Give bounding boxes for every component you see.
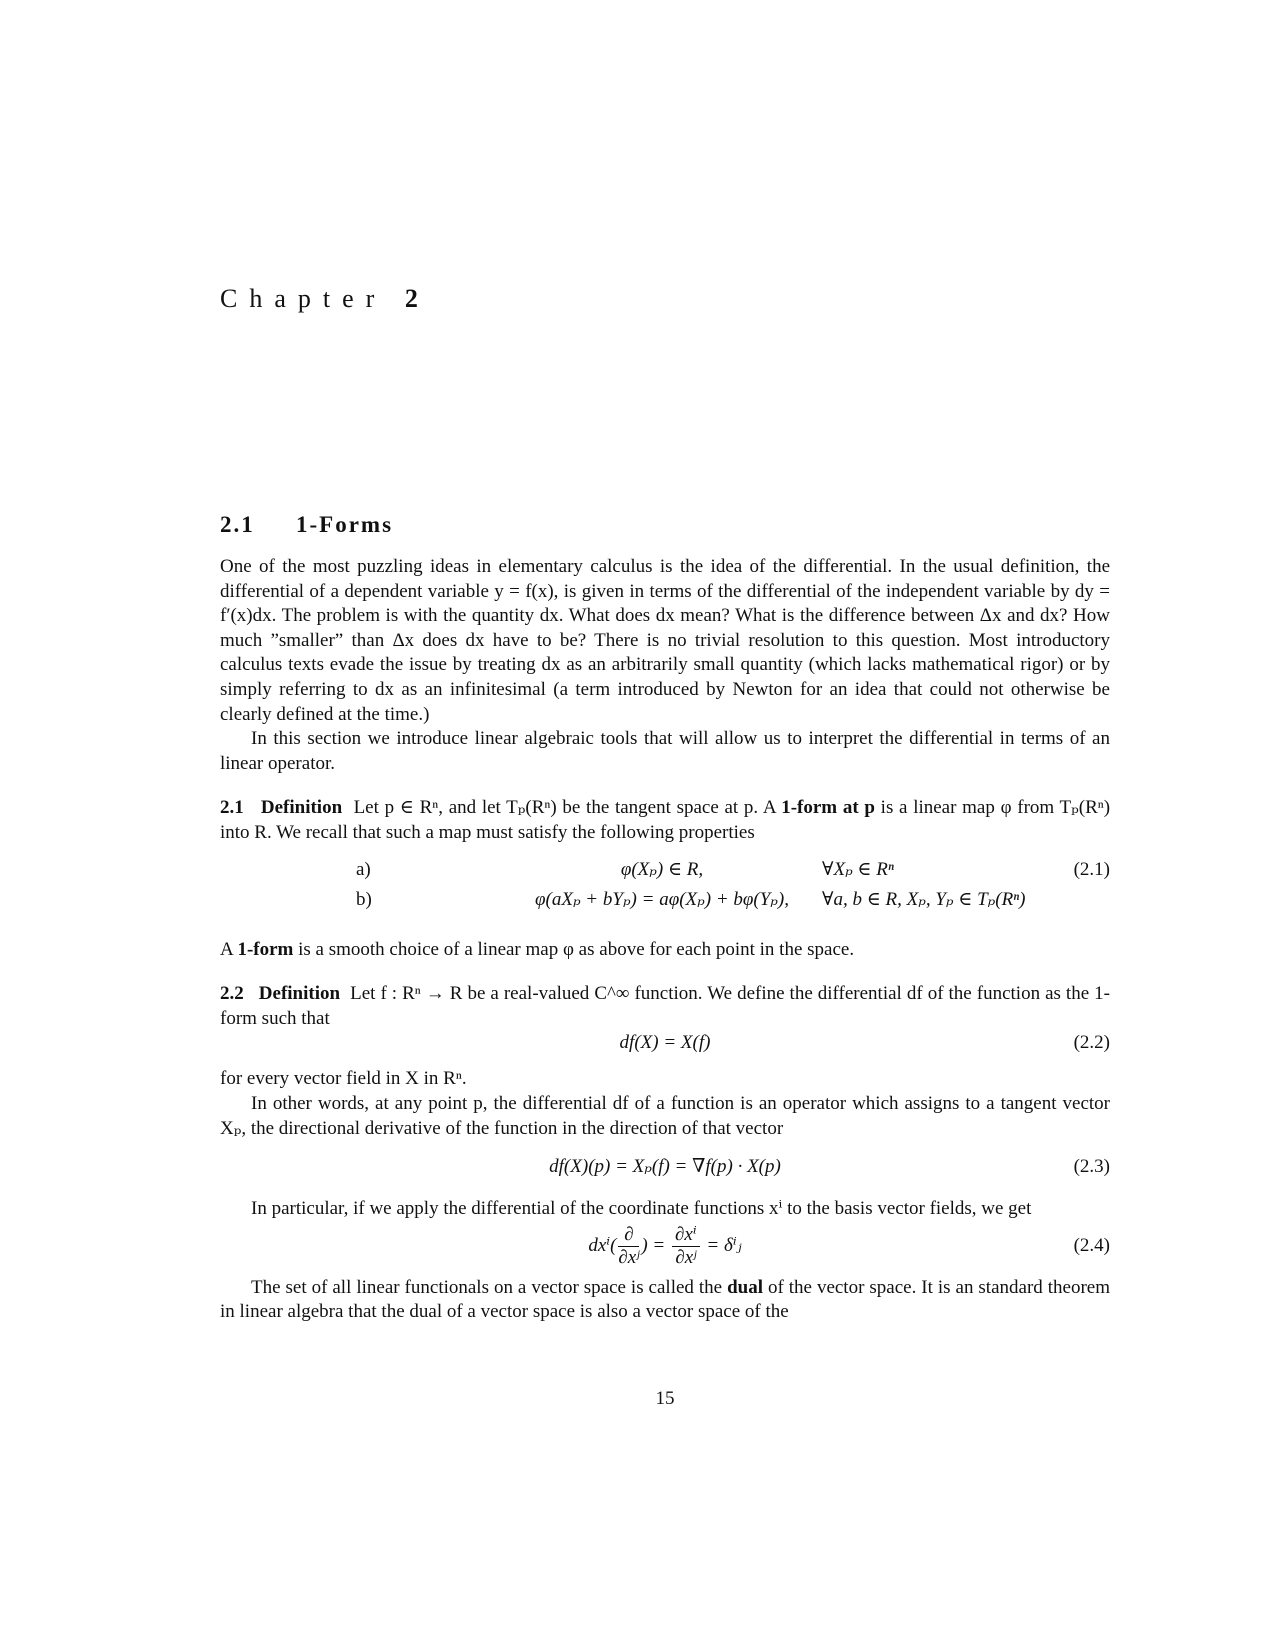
paragraph-tools: In this section we introduce linear algebraic tools that will allow us to interpret the differential in terms of an linear operator.	[220, 728, 1110, 774]
definition-label: Definition	[258, 983, 341, 1005]
fraction-d-dxj	[618, 1224, 639, 1269]
equation-number: (2.1)	[1073, 858, 1110, 880]
body-text	[220, 555, 1110, 1325]
fraction-numerator: ∂xⁱ	[672, 1224, 700, 1247]
section-heading	[220, 512, 393, 538]
definition-text-b: is a linear map φ from Tₚ(Rⁿ) into R. We recall that such a map must satisfy the following properties	[220, 797, 1111, 843]
fraction-numerator: ∂	[618, 1224, 639, 1247]
page	[220, 0, 1110, 1651]
equation-expression: df(X)(p) = Xₚ(f) = ∇f(p) · X(p)	[549, 1156, 781, 1178]
definition-2-2	[220, 982, 1110, 1031]
equation-row-b	[220, 888, 1110, 918]
equation-expression: df(X) = X(f)	[619, 1032, 711, 1054]
fraction-denominator: ∂xʲ	[675, 1246, 697, 1268]
dual-term: dual	[727, 1276, 763, 1298]
equation-row-a	[220, 858, 1110, 888]
eq-rhs: = δⁱⱼ	[706, 1234, 742, 1256]
row-a-label: a)	[356, 858, 371, 880]
equation-2-1	[220, 858, 1110, 918]
row-b-left: φ(aXₚ + bYₚ) = aφ(Xₚ) + bφ(Yₚ),	[535, 888, 789, 910]
one-form-rest: is a smooth choice of a linear map φ as above for each point in the space.	[298, 938, 855, 960]
fraction-dxi-dxj	[672, 1224, 700, 1269]
row-a-left: φ(Xₚ) ∈ R,	[620, 858, 704, 880]
row-b-label: b)	[356, 888, 372, 910]
dual-text-b: of the vector space. It is an standard theorem in linear algebra that the dual of a vector space is also a vector space of the	[220, 1276, 1110, 1323]
eq-mid: ) =	[641, 1234, 666, 1256]
paragraph-vector-field: for every vector field in X in Rⁿ.	[220, 1068, 467, 1090]
fraction-denominator: ∂xʲ	[618, 1246, 640, 1268]
definition-2-1	[220, 796, 1110, 845]
one-form-sentence	[220, 938, 1110, 963]
paragraph-intro: One of the most puzzling ideas in elementary calculus is the idea of the differential. In the usual definition, the differential of a dependent variable y = f(x), is given in terms of the differential of the independent variable by dy = f′(x)dx. The problem is with the quantity dx. What does dx mean? What is the difference between Δx and dx? How much ”smaller” than Δx does dx have to be? There is no trivial resolution to this question. Most introductory calculus texts evade the issue by treating dx as an arbitrarily small quantity (which lacks mathematical rigor) or by simply referring to dx as an infinitesimal (a term introduced by Newton for an idea that could not otherwise be clearly defined at the time.)	[220, 556, 1110, 725]
equation-number: (2.3)	[1073, 1156, 1110, 1178]
dual-text-a: The set of all linear functionals on a vector space is called the	[251, 1276, 723, 1298]
equation-2-4	[220, 1222, 1110, 1270]
definition-number: 2.2	[220, 983, 244, 1005]
definition-text: Let f : Rⁿ → R be a real-valued C^∞ function. We define the differential df of the function as the 1-form such that	[220, 983, 1110, 1029]
definition-text-a: Let p ∈ Rⁿ, and let Tₚ(Rⁿ) be the tangent space at p. A	[353, 797, 776, 819]
paragraph-coordinates: In particular, if we apply the differential of the coordinate functions xⁱ to the basis vector fields, we get	[251, 1198, 1032, 1220]
chapter-heading	[220, 284, 418, 314]
definition-number: 2.1	[220, 797, 244, 819]
page-number: 15	[655, 1388, 675, 1409]
chapter-label: Chapter	[220, 284, 387, 313]
chapter-number: 2	[404, 284, 418, 313]
one-form-a: A	[220, 938, 233, 960]
equation-number: (2.2)	[1073, 1032, 1110, 1054]
paragraph-dual	[220, 1276, 1110, 1325]
equation-number: (2.4)	[1073, 1234, 1110, 1256]
one-form-term: 1-form	[237, 938, 294, 960]
eq-lhs: dxⁱ(	[588, 1234, 617, 1256]
section-title: 1-Forms	[296, 512, 394, 537]
row-a-right: ∀Xₚ ∈ Rⁿ	[822, 858, 894, 880]
definition-label: Definition	[260, 797, 343, 819]
equation-2-2	[220, 1031, 1110, 1061]
equation-2-3	[220, 1155, 1110, 1185]
row-b-right: ∀a, b ∈ R, Xₚ, Yₚ ∈ Tₚ(Rⁿ)	[822, 888, 1026, 910]
section-number: 2.1	[220, 512, 255, 537]
paragraph-other-words: In other words, at any point p, the differential df of a function is an operator which assigns to a tangent vector Xₚ, the directional derivative of the function in the direction of that vector	[220, 1092, 1110, 1139]
definition-term: 1-form at p	[781, 797, 875, 819]
